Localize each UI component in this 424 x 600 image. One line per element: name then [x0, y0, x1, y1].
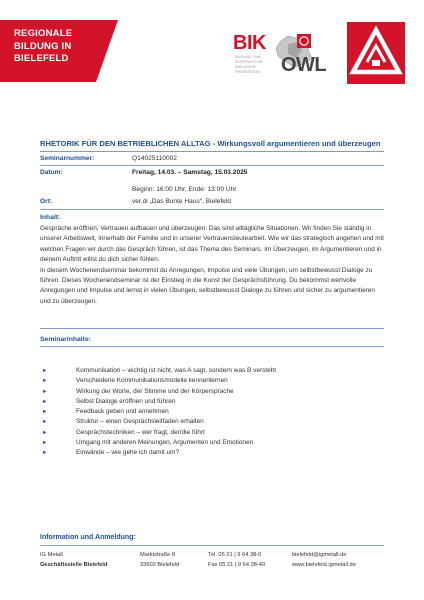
footer-web-link[interactable]: www.bielefeld.igmetall.de	[292, 561, 356, 568]
footer-phone-block	[208, 551, 265, 570]
footer-org-line2: Geschäftsstelle Bielefeld	[40, 561, 108, 568]
date-value: Freitag, 14.03. – Samstag, 15.03.2025	[132, 169, 248, 176]
list-item: ► Gesprächstechniken – wer fragt, der/die führt	[40, 428, 386, 438]
footer-org-line1: IG Metall	[40, 552, 63, 558]
location-divider	[40, 209, 384, 210]
seminar-subtitle: - Wirkungsvoll argumentieren und überzeugen	[210, 139, 381, 148]
bullet-arrow-icon: ►	[42, 378, 48, 385]
footer-fax: Fax 05 21 | 9 64 38-40	[208, 561, 266, 568]
list-item: ► Verschiedene Kommunikationsmodelle kennenlernen	[40, 376, 386, 386]
date-label: Datum:	[40, 169, 63, 176]
seminar-title-line	[40, 139, 381, 148]
igm-logo	[347, 22, 405, 84]
times-value: Beginn: 16:00 Uhr, Ende: 13:00 Uhr	[132, 186, 237, 193]
content-text	[40, 224, 386, 307]
list-item: ► Umgang mit anderen Meinungen, Argumenten und Emotionen	[40, 438, 386, 448]
banner-line-1: REGIONALE	[14, 28, 73, 39]
bullet-arrow-icon: ►	[42, 388, 48, 395]
footer-heading: Information und Anmeldung:	[40, 534, 136, 541]
partner-logo-part2: OWL	[281, 54, 327, 76]
seminar-number-value: Q14025110002	[132, 155, 177, 162]
bullet-arrow-icon: ►	[42, 450, 48, 457]
footer-org	[40, 551, 107, 570]
topics-divider	[40, 346, 384, 347]
footer-contact	[292, 551, 356, 570]
content-divider	[40, 328, 384, 329]
list-item: ► Feedback geben und annehmen	[40, 407, 386, 417]
list-item: ► Selbst Dialoge eröffnen und führen	[40, 397, 386, 407]
footer-email-link[interactable]: bielefeld@igmetall.de	[292, 552, 347, 558]
content-paragraph-2: In diesem Wochenendseminar bekommst du Anregungen, Impulse und viele Übungen, um selbstbewusst Dialoge zu führen. Dieses Wochenendseminar ist der Einstieg in die Kunst der Gesprächsführung. Du bekommst wertvolle Anregungen und Impulse und lernst in vielen Übungen, selbstbewusst Dialoge zu führen und sicher zu argumentieren und zu überzeugen.	[40, 266, 375, 305]
banner-text	[14, 28, 72, 66]
footer-city: 33602 Bielefeld	[140, 561, 180, 568]
bullet-arrow-icon: ►	[42, 429, 48, 436]
list-item: ► Wirkung der Worte, der Stimme und der Körpersprache	[40, 387, 386, 397]
list-item: ► Kommunikation – wichtig ist nicht, was A sagt, sondern was B versteht	[40, 366, 386, 376]
footer-divider	[40, 545, 384, 546]
banner-line-2: BILDUNG IN	[14, 40, 72, 52]
bullet-arrow-icon: ►	[42, 368, 48, 374]
banner-line-3: BIELEFELD	[14, 53, 69, 64]
list-item: ► Einwände – wie gehe ich damit um?	[40, 448, 386, 458]
title-divider	[40, 151, 384, 152]
number-divider	[40, 165, 384, 166]
content-paragraph-1: Gespräche eröffnen, Vertrauen aufbauen und überzeugen: Das sind alltägliche Situationen. Wir finden Sie ständig in unserer Arbeitswelt, innerhalb der Familie und in unserer Vertrauensleutearbeit. Wie wir das strategisch angehen und mit welchen Fragen wir durch das Gespräch führen, ist das Thema des Seminars. Im Überzeugen, im Argumentieren und in deinem Auftritt willst du dich sicher fühlen.	[40, 225, 384, 264]
topics-list	[40, 366, 386, 459]
regional-banner	[0, 20, 118, 82]
partner-logo-subtext: BILDUNG OWL ZENTRUM FÜR INKLUSION PRÄVENTION	[235, 55, 263, 74]
igm-logo-icon	[347, 22, 405, 84]
footer-phone: Tel. 05 21 | 9 64 38-0	[208, 552, 262, 558]
small-igm-icon	[297, 34, 311, 48]
footer-street: Marktstraße 8	[140, 552, 176, 558]
bullet-arrow-icon: ►	[42, 409, 48, 416]
list-item: ► Struktur – einen Gesprächsleitfaden erhalten	[40, 417, 386, 427]
bullet-arrow-icon: ►	[42, 398, 48, 405]
partner-logo-part1: BIK	[233, 32, 266, 54]
footer-address	[140, 551, 179, 570]
content-label: Inhalt:	[40, 214, 61, 221]
topics-label: Seminarinhalte:	[40, 336, 91, 343]
location-label: Ort:	[40, 198, 53, 205]
seminar-title: RHETORIK FÜR DEN BETRIEBLICHEN ALLTAG	[40, 139, 211, 148]
bullet-arrow-icon: ►	[42, 419, 48, 426]
seminar-number-label: Seminarnummer:	[40, 155, 95, 162]
partner-logo	[233, 32, 328, 84]
location-value: ver.di „Das Bunte Haus“, Bielefeld	[132, 198, 231, 205]
bullet-arrow-icon: ►	[42, 440, 48, 447]
